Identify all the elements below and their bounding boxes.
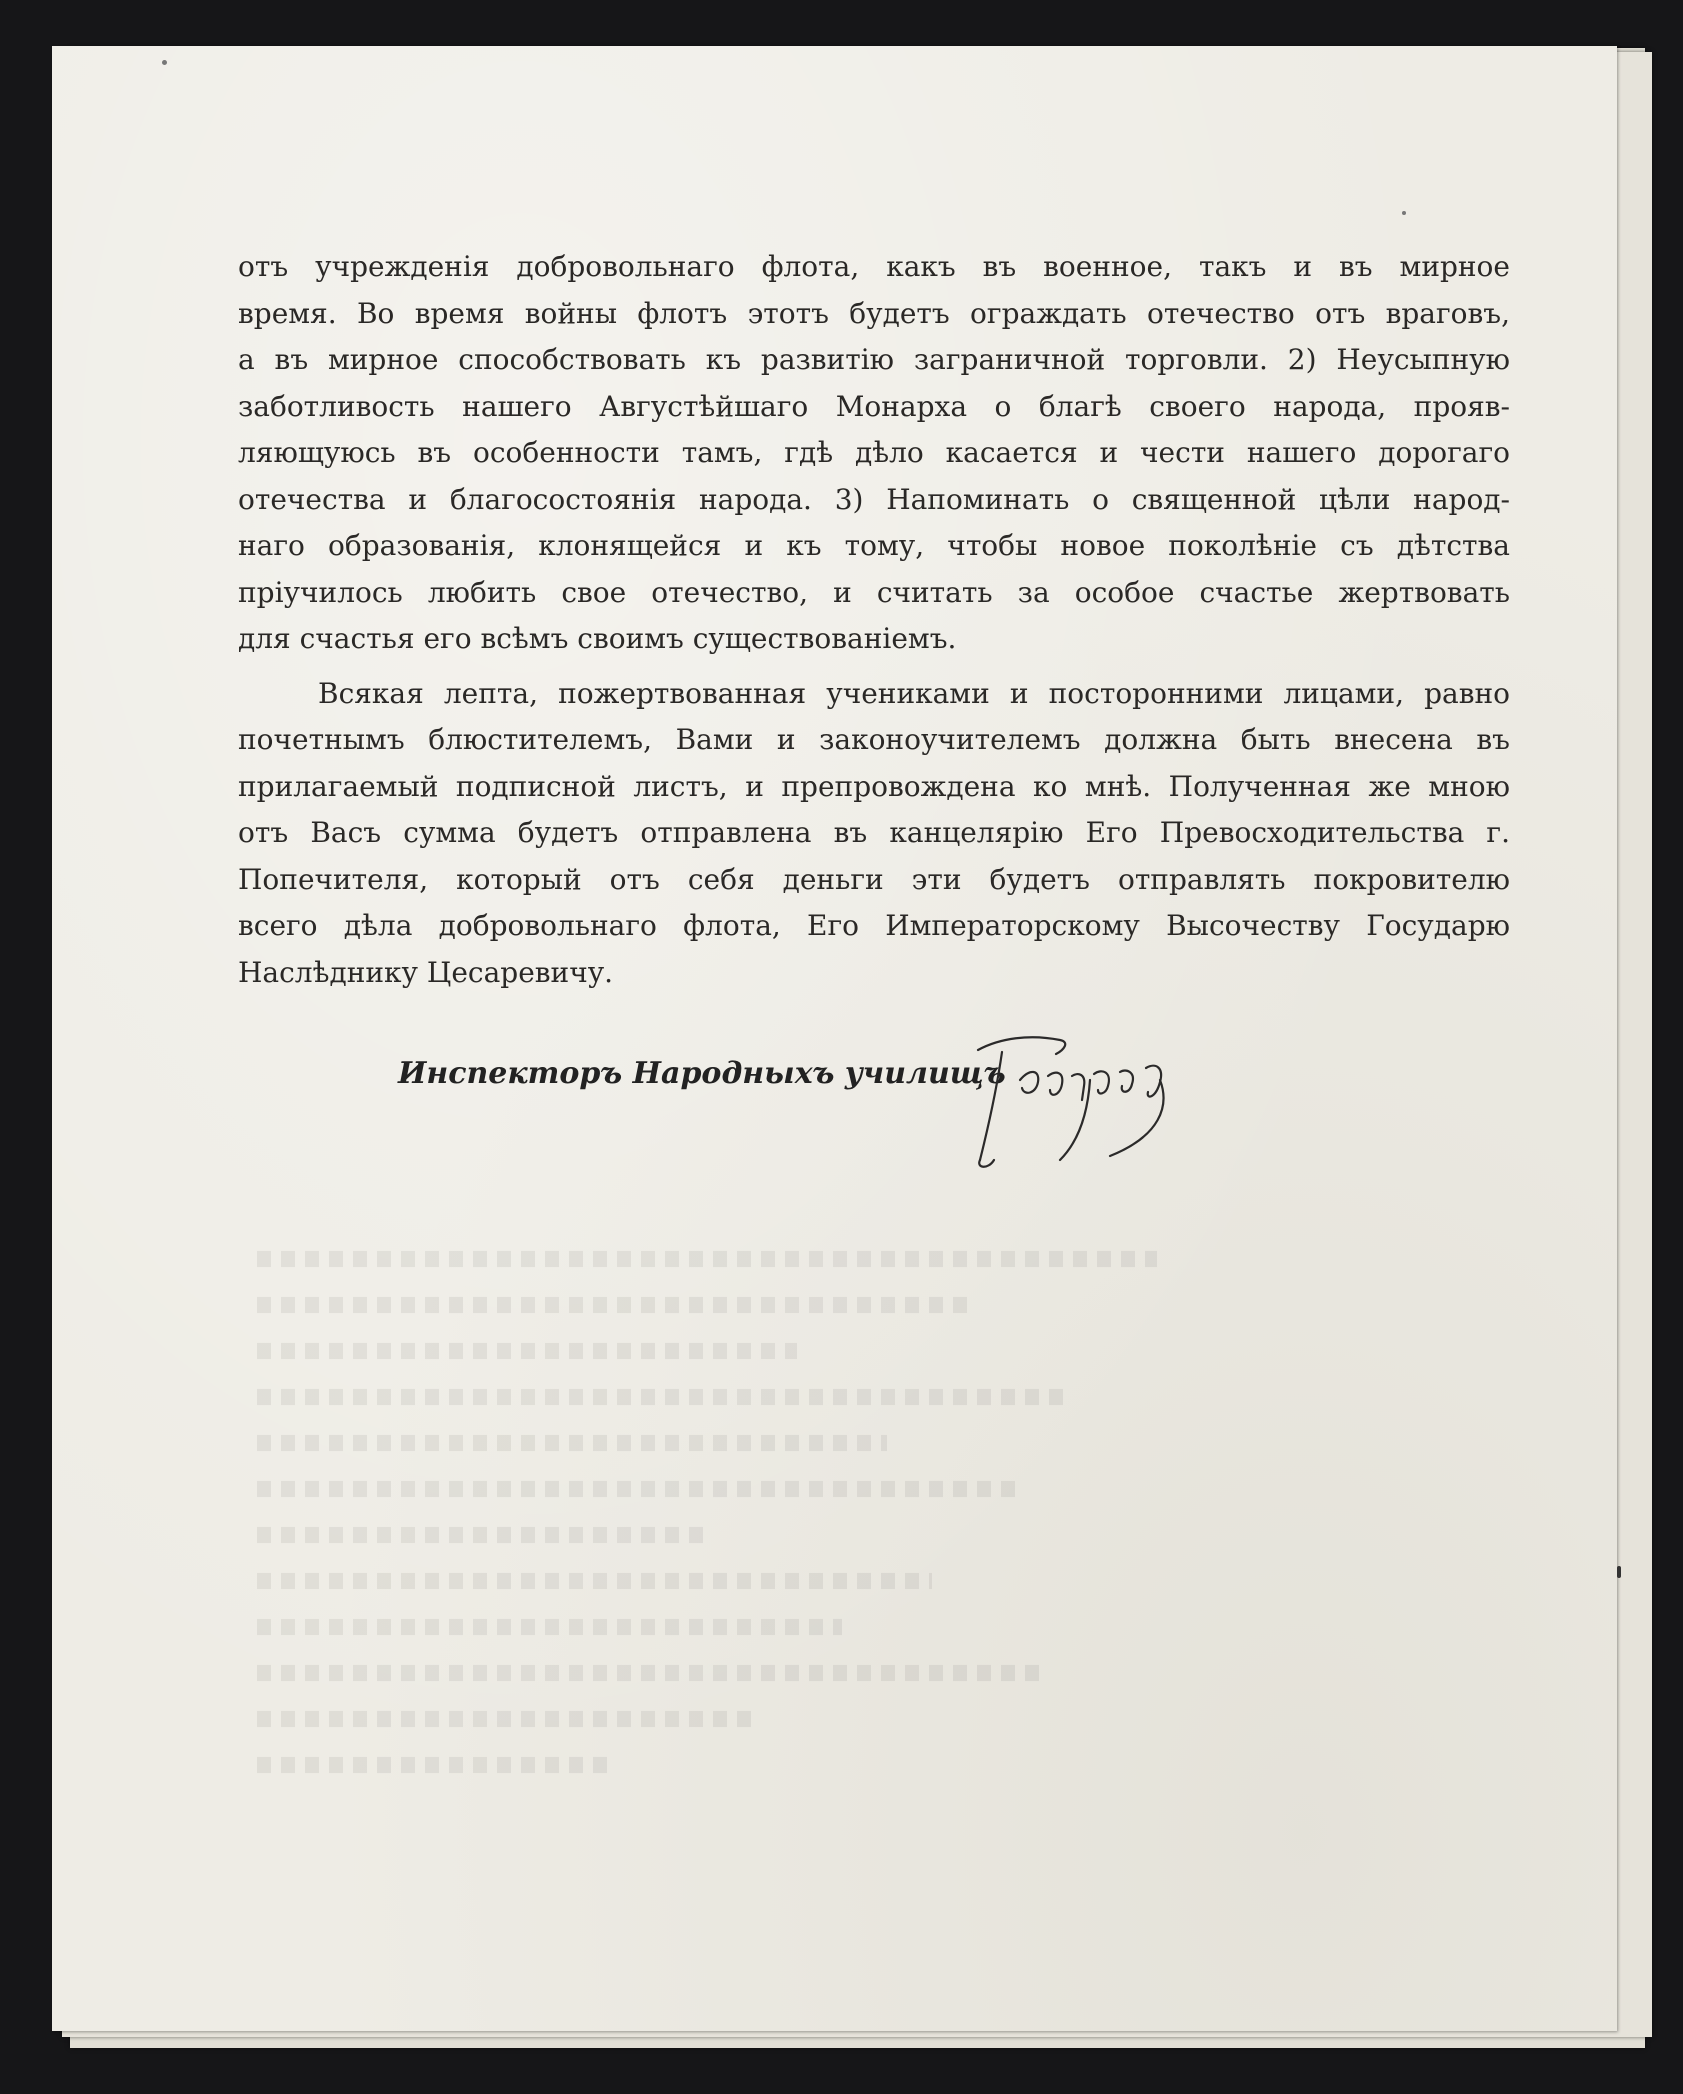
letter-body	[238, 244, 1510, 996]
edge-mark	[1617, 1566, 1621, 1578]
signature-title: Инспекторъ Народныхъ училищъ	[398, 1056, 1006, 1091]
text-line: отечества и благосостоянія народа. 3) Напоминать о священной цѣли народ-	[238, 482, 1510, 516]
text-line: для счастья его всѣмъ своимъ существованіемъ.	[238, 622, 957, 655]
paper-speck	[162, 60, 167, 65]
bleed-through-text	[257, 1236, 1157, 1826]
text-line: прилагаемый подписной листъ, и препровождена ко мнѣ. Полученная же мною	[238, 769, 1510, 803]
text-line: отъ учрежденія добровольнаго флота, какъ въ военное, такъ и въ мирное	[238, 250, 1510, 283]
text-line: почетнымъ блюстителемъ, Вами и законоучителемъ должна быть внесена въ	[238, 723, 1510, 756]
text-line: пріучилось любить свое отечество, и считать за особое счастье жертвовать	[238, 575, 1510, 609]
text-line: Наслѣднику Цесаревичу.	[238, 955, 614, 989]
paragraph-1	[238, 244, 1510, 663]
text-line: наго образованія, клонящейся и къ тому, чтобы новое поколѣніе съ дѣтства	[238, 529, 1510, 562]
paper-speck	[1402, 211, 1406, 215]
text-line: ляющуюсь въ особенности тамъ, гдѣ дѣло касается и чести нашего дорогаго	[238, 436, 1510, 469]
handwritten-signature	[960, 1010, 1200, 1180]
text-line: Попечителя, который отъ себя деньги эти будетъ отправлять покровителю	[238, 862, 1510, 896]
text-line: а въ мирное способствовать къ развитію заграничной торговли. 2) Неусыпную	[238, 343, 1510, 376]
text-line: время. Во время войны флотъ этотъ будетъ ограждать отечество отъ враговъ,	[238, 296, 1510, 330]
text-line: отъ Васъ сумма будетъ отправлена въ канцелярію Его Превосходительства г.	[238, 816, 1510, 849]
paragraph-2	[238, 671, 1510, 997]
text-line: Всякая лепта, пожертвованная учениками и посторонними лицами, равно	[318, 676, 1510, 710]
text-line: заботливость нашего Августѣйшаго Монарха о благѣ своего народа, прояв-	[238, 389, 1510, 423]
text-line: всего дѣла добровольнаго флота, Его Императорскому Высочеству Государю	[238, 909, 1510, 942]
